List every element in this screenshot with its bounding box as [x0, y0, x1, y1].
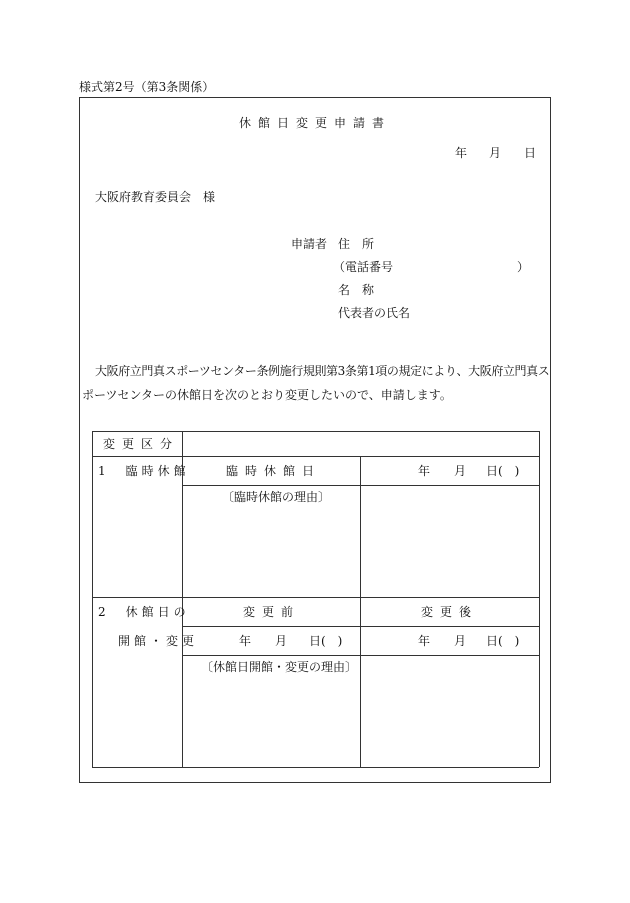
section1-date-day: 日( ) [486, 464, 520, 478]
table-rule [360, 456, 361, 597]
form-title: 休館日変更申請書 [239, 116, 392, 130]
after-date-month: 月 [454, 634, 467, 648]
section2-reason-label: 〔休館日開館・変更の理由〕 [201, 660, 358, 674]
date-month: 月 [489, 146, 502, 160]
phone-label: （電話番号 [333, 260, 394, 274]
table-rule [360, 597, 361, 767]
after-date-day: 日( ) [486, 634, 520, 648]
form-number: 様式第2号（第3条関係） [79, 80, 215, 94]
date-year: 年 [455, 146, 468, 160]
before-date-day: 日( ) [309, 634, 343, 648]
table-rule [539, 431, 540, 767]
table-rule [92, 597, 539, 598]
body-text-line-2: ポーツセンターの休館日を次のとおり変更したいので、申請します。 [82, 388, 452, 402]
representative-label: 代表者の氏名 [338, 306, 411, 320]
section2-label-line2: 開館・変更 [118, 634, 199, 648]
date-day: 日 [524, 146, 537, 160]
before-date-year: 年 [239, 634, 252, 648]
change-category-header: 変更区分 [103, 437, 180, 451]
table-rule [92, 431, 539, 432]
section1-reason-label: 〔臨時休館の理由〕 [222, 490, 331, 504]
section1-date-year: 年 [418, 464, 431, 478]
table-rule [92, 456, 539, 457]
addressee: 大阪府教育委員会 様 [95, 190, 216, 204]
table-rule [182, 431, 183, 767]
phone-close: ） [517, 260, 530, 274]
before-change-label: 変更前 [243, 605, 301, 619]
table-rule [92, 767, 539, 768]
body-text-line-1: 大阪府立門真スポーツセンター条例施行規則第3条第1項の規定により、大阪府立門真ス [95, 364, 550, 378]
applicant-label: 申請者 [291, 237, 328, 251]
table-rule [92, 431, 93, 767]
address-label: 住 所 [338, 237, 375, 251]
section2-label-line1: 2 休館日の [98, 605, 190, 619]
after-change-label: 変更後 [421, 605, 479, 619]
section1-label: 1 臨時休館 [98, 464, 190, 478]
name-label: 名 称 [338, 283, 375, 297]
section1-date-month: 月 [454, 464, 467, 478]
section1-date-label: 臨時休館日 [226, 464, 322, 478]
before-date-month: 月 [275, 634, 288, 648]
after-date-year: 年 [418, 634, 431, 648]
